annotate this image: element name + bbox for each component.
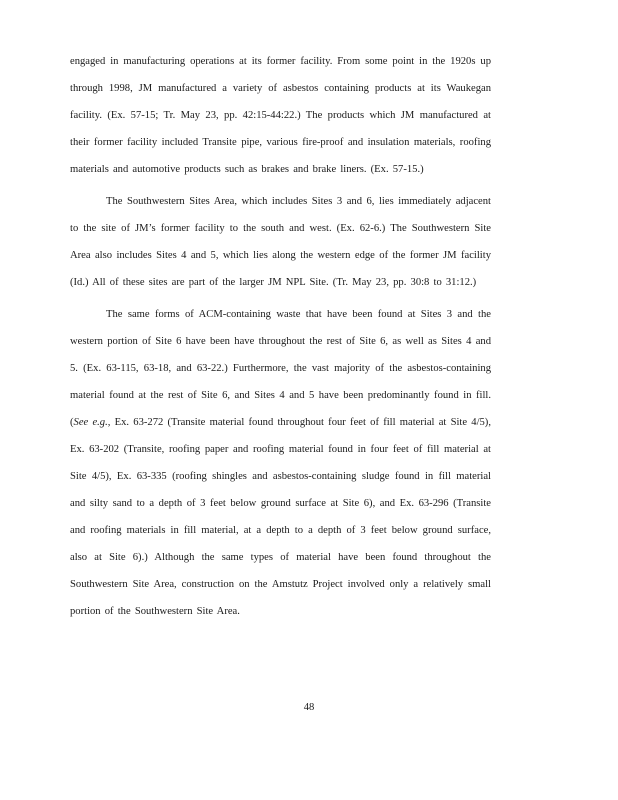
paragraph-acm-waste-text-1: The same forms of ACM-containing waste that have been found at Sites 3 and the western portion of Site 6 have been have throughout the rest of Site 6, as well as Sites 4 and 5. (Ex. 63-115, 63-18, and 63-22.) Furthermore, the vast majority of the asbestos-containing material found at the rest of Site 6, and Sites 4 and 5 have been predominantly found in fill. (	[70, 309, 491, 428]
paragraph-acm-waste-text-2: Ex. 63-272 (Transite material found throughout four feet of fill material at Site 4/5), Ex. 63-202 (Transite, roofing paper and roofing material found in four feet of fill material at Site 4/5), Ex. 63-335 (roofing shingles and asbestos-containing sludge found in fill material and silty sand to a depth of 3 feet below ground surface at Site 6), and Ex. 63-296 (Transite and roofing materials in fill material, at a depth to a depth of 3 feet below ground surface, also at Site 6).) Although the same types of material have been found throughout the Southwestern Site Area, construction on the Amstutz Project involved only a relatively small portion of the Southwestern Site Area.	[70, 417, 491, 617]
paragraph-acm-waste	[70, 301, 491, 625]
citation-signal-see-eg: See e.g.,	[73, 417, 111, 428]
document-body	[70, 48, 491, 625]
paragraph-continuation: engaged in manufacturing operations at its former facility. From some point in the 1920s up through 1998, JM manufactured a variety of asbestos containing products at its Waukegan facility. (Ex. 57-15; Tr. May 23, pp. 42:15-44:22.) The products which JM manufactured at their former facility included Transite pipe, various fire-proof and insulation materials, roofing materials and automotive products such as brakes and brake liners. (Ex. 57-15.)	[70, 56, 491, 175]
paragraph-southwestern-sites: The Southwestern Sites Area, which includes Sites 3 and 6, lies immediately adjacent to the site of JM’s former facility to the south and west. (Ex. 62-6.) The Southwestern Site Area also includes Sites 4 and 5, which lies along the western edge of the former JM facility (Id.) All of these sites are part of the larger JM NPL Site. (Tr. May 23, pp. 30:8 to 31:12.)	[70, 196, 491, 288]
page-number: 48	[303, 702, 315, 713]
